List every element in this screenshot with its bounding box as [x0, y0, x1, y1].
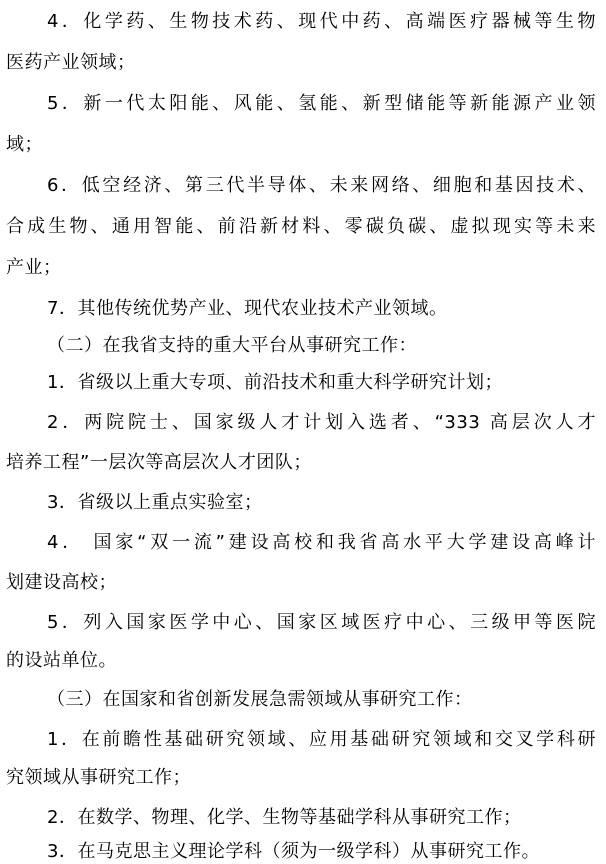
paragraph-line: 2．两院院士、国家级人才计划入选者、“333 高层次人才	[47, 412, 596, 433]
paragraph-line: 1．在前瞻性基础研究领域、应用基础研究领域和交叉学科研	[47, 729, 596, 750]
paragraph-line: 7．其他传统优势产业、现代农业技术产业领域。	[47, 298, 448, 319]
paragraph-line: 5．新一代太阳能、风能、氢能、新型储能等新能源产业领	[47, 93, 596, 114]
paragraph-line: 医药产业领域；	[6, 52, 136, 73]
paragraph-line: 产业；	[6, 257, 62, 278]
paragraph-line: 究领域从事研究工作；	[6, 767, 191, 788]
paragraph-line: 5．列入国家医学中心、国家区域医疗中心、三级甲等医院	[47, 612, 596, 633]
paragraph-line: 2．在数学、物理、化学、生物等基础学科从事研究工作；	[47, 807, 522, 828]
paragraph-line: 3．省级以上重点实验室；	[47, 492, 263, 513]
section-heading: （三）在国家和省创新发展急需领域从事研究工作：	[47, 689, 473, 710]
paragraph-line: 3．在马克思主义理论学科（须为一级学科）从事研究工作。	[47, 841, 540, 862]
paragraph-line: 4．化学药、生物技术药、现代中药、高端医疗器械等生物	[47, 11, 596, 32]
paragraph-line: 划建设高校；	[6, 572, 117, 593]
paragraph-line: 1．省级以上重大专项、前沿技术和重大科学研究计划；	[47, 372, 503, 393]
section-heading: （二）在我省支持的重大平台从事研究工作：	[47, 335, 417, 356]
paragraph-line: 培养工程”一层次等高层次人才团队；	[6, 452, 312, 473]
paragraph-line: 域；	[6, 134, 43, 155]
paragraph-line: 4． 国家“双一流”建设高校和我省高水平大学建设高峰计	[47, 532, 596, 553]
paragraph-line: 合成生物、通用智能、前沿新材料、零碳负碳、虚拟现实等未来	[6, 216, 596, 237]
paragraph-line: 的设站单位。	[6, 650, 117, 671]
paragraph-line: 6．低空经济、第三代半导体、未来网络、细胞和基因技术、	[47, 175, 596, 196]
